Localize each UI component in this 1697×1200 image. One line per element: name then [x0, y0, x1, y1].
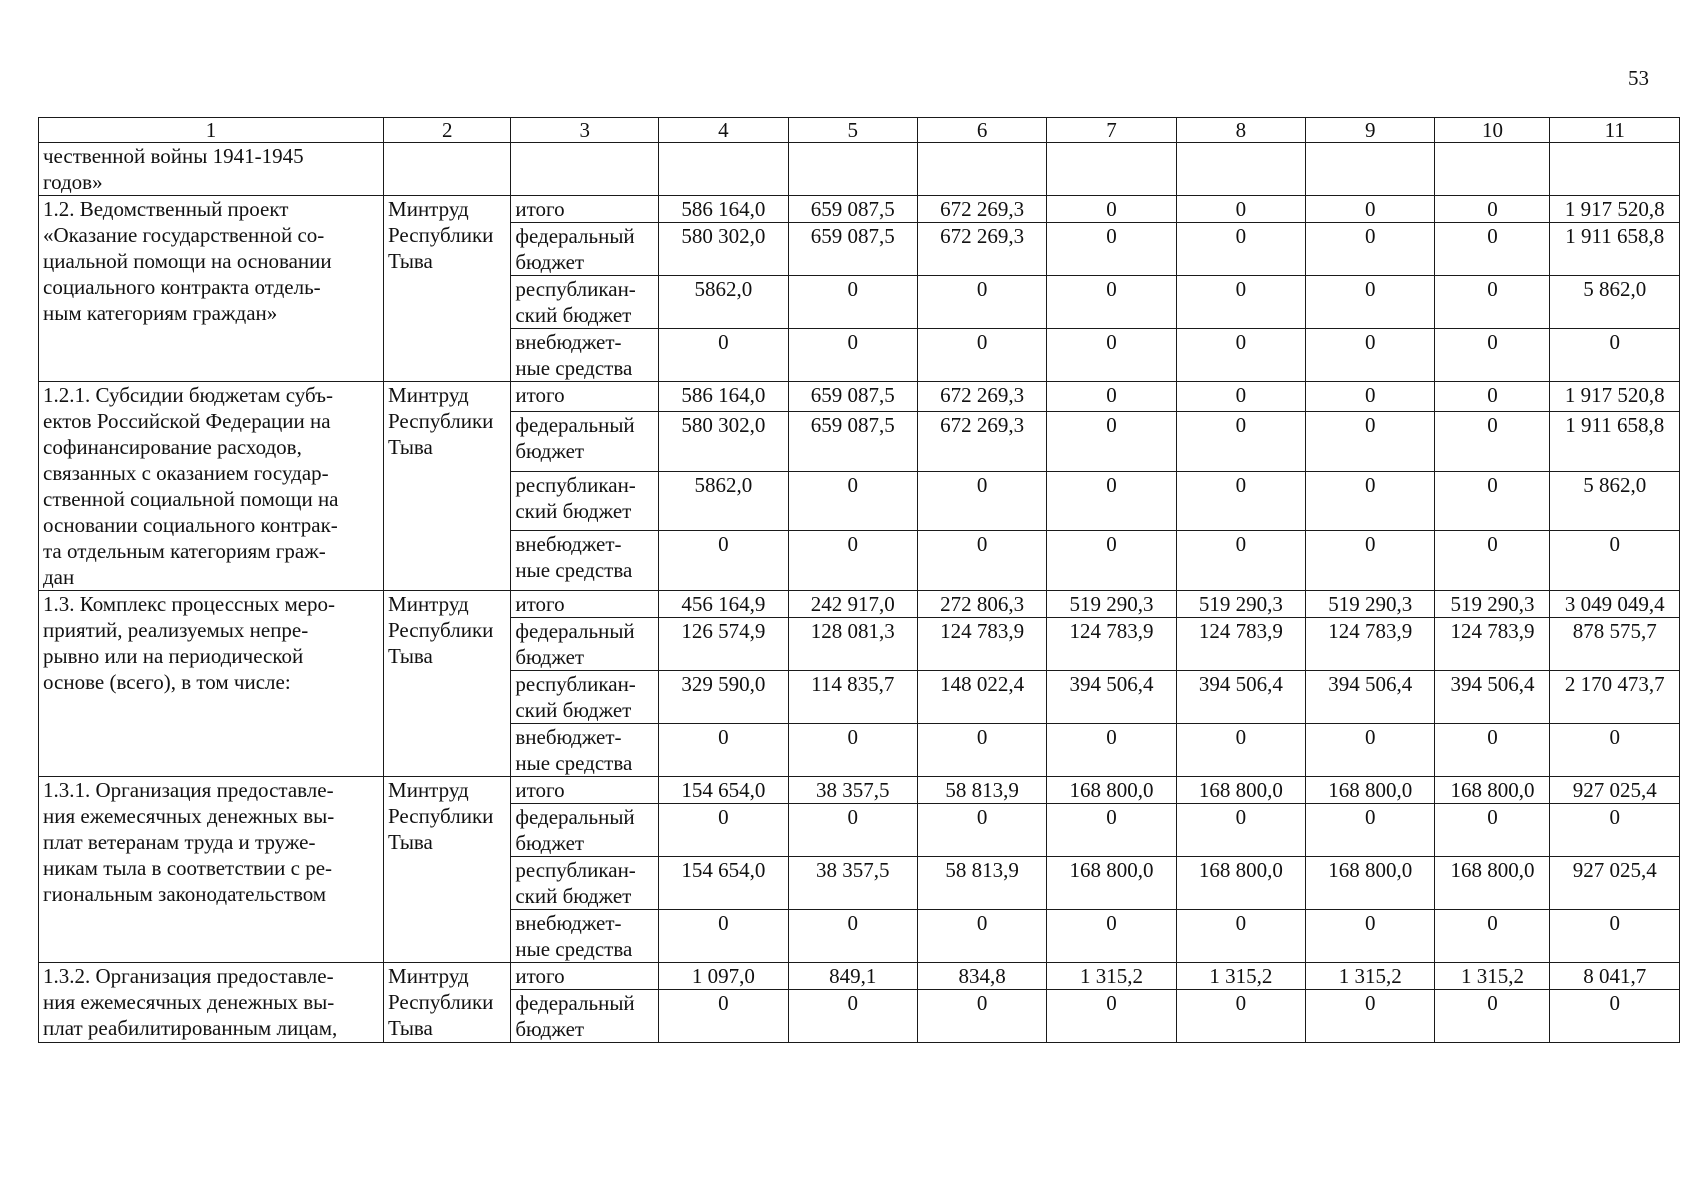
amount-cell: 878 575,7: [1550, 618, 1680, 671]
amount-cell: 0: [1176, 531, 1305, 591]
amount-cell: 168 800,0: [1047, 857, 1176, 910]
amount-cell: 0: [659, 910, 788, 963]
amount-cell: 168 800,0: [1306, 777, 1435, 804]
amount-cell: 0: [1306, 223, 1435, 276]
amount-cell: 0: [917, 531, 1046, 591]
amount-cell: 0: [1047, 724, 1176, 777]
empty-cell: [511, 143, 659, 196]
column-number: 9: [1306, 118, 1435, 143]
amount-cell: 0: [1047, 531, 1176, 591]
amount-cell: 0: [1435, 724, 1550, 777]
funding-source: республикан- ский бюджет: [511, 276, 659, 329]
empty-cell: [1176, 143, 1305, 196]
amount-cell: 1 917 520,8: [1550, 196, 1680, 223]
funding-source: итого: [511, 196, 659, 223]
amount-cell: 0: [917, 724, 1046, 777]
amount-cell: 5862,0: [659, 276, 788, 329]
amount-cell: 1 315,2: [1435, 963, 1550, 990]
funding-source: внебюджет- ные средства: [511, 329, 659, 382]
column-number: 8: [1176, 118, 1305, 143]
amount-cell: 0: [1047, 223, 1176, 276]
column-number: 6: [917, 118, 1046, 143]
amount-cell: 0: [659, 329, 788, 382]
amount-cell: 128 081,3: [788, 618, 917, 671]
column-number: 11: [1550, 118, 1680, 143]
amount-cell: 5 862,0: [1550, 471, 1680, 531]
amount-cell: 0: [1306, 531, 1435, 591]
amount-cell: 0: [1047, 276, 1176, 329]
empty-cell: [788, 143, 917, 196]
amount-cell: 0: [1306, 471, 1435, 531]
amount-cell: 5 862,0: [1550, 276, 1680, 329]
amount-cell: 0: [917, 990, 1046, 1043]
amount-cell: 927 025,4: [1550, 777, 1680, 804]
table-row: [39, 963, 1680, 990]
amount-cell: 0: [1047, 382, 1176, 412]
amount-cell: 272 806,3: [917, 591, 1046, 618]
amount-cell: 0: [1176, 910, 1305, 963]
responsible-executor: Минтруд Республики Тыва: [384, 591, 511, 777]
amount-cell: 0: [1435, 910, 1550, 963]
amount-cell: 0: [788, 531, 917, 591]
amount-cell: 1 097,0: [659, 963, 788, 990]
amount-cell: 168 800,0: [1306, 857, 1435, 910]
amount-cell: 394 506,4: [1435, 671, 1550, 724]
amount-cell: 1 911 658,8: [1550, 412, 1680, 472]
amount-cell: 0: [788, 910, 917, 963]
table-row: [39, 382, 1680, 412]
amount-cell: 0: [1435, 382, 1550, 412]
amount-cell: 0: [917, 910, 1046, 963]
amount-cell: 0: [1047, 196, 1176, 223]
amount-cell: 0: [917, 276, 1046, 329]
amount-cell: 5862,0: [659, 471, 788, 531]
empty-cell: [659, 143, 788, 196]
column-number: 2: [384, 118, 511, 143]
column-number: 3: [511, 118, 659, 143]
amount-cell: 672 269,3: [917, 196, 1046, 223]
amount-cell: 0: [1435, 990, 1550, 1043]
responsible-executor: Минтруд Республики Тыва: [384, 963, 511, 1043]
amount-cell: 0: [1435, 531, 1550, 591]
amount-cell: 168 800,0: [1176, 777, 1305, 804]
amount-cell: 0: [1047, 412, 1176, 472]
amount-cell: 0: [1550, 990, 1680, 1043]
amount-cell: 329 590,0: [659, 671, 788, 724]
amount-cell: 659 087,5: [788, 382, 917, 412]
funding-source: итого: [511, 382, 659, 412]
empty-cell: [1047, 143, 1176, 196]
amount-cell: 580 302,0: [659, 223, 788, 276]
amount-cell: 0: [1306, 329, 1435, 382]
measure-title: 1.3. Комплекс процессных меро- приятий, реализуемых непре- рывно или на периодической основе (всего), в том числе:: [39, 591, 384, 777]
amount-cell: 0: [1435, 329, 1550, 382]
amount-cell: 8 041,7: [1550, 963, 1680, 990]
amount-cell: 456 164,9: [659, 591, 788, 618]
amount-cell: 0: [1435, 196, 1550, 223]
amount-cell: 672 269,3: [917, 412, 1046, 472]
column-number: 7: [1047, 118, 1176, 143]
amount-cell: 580 302,0: [659, 412, 788, 472]
amount-cell: 124 783,9: [1435, 618, 1550, 671]
column-number: 10: [1435, 118, 1550, 143]
empty-cell: [917, 143, 1046, 196]
amount-cell: 0: [1306, 804, 1435, 857]
empty-cell: [1550, 143, 1680, 196]
amount-cell: 927 025,4: [1550, 857, 1680, 910]
budget-table-body: [39, 118, 1680, 1043]
amount-cell: 0: [1176, 276, 1305, 329]
amount-cell: 2 170 473,7: [1550, 671, 1680, 724]
amount-cell: 154 654,0: [659, 857, 788, 910]
funding-source: республикан- ский бюджет: [511, 857, 659, 910]
amount-cell: 0: [788, 724, 917, 777]
amount-cell: 58 813,9: [917, 777, 1046, 804]
amount-cell: 0: [1435, 804, 1550, 857]
amount-cell: 0: [1176, 804, 1305, 857]
amount-cell: 0: [1550, 804, 1680, 857]
amount-cell: 519 290,3: [1435, 591, 1550, 618]
funding-source: внебюджет- ные средства: [511, 910, 659, 963]
amount-cell: 0: [1306, 724, 1435, 777]
amount-cell: 0: [1306, 382, 1435, 412]
funding-source: федеральный бюджет: [511, 990, 659, 1043]
amount-cell: 0: [788, 276, 917, 329]
amount-cell: 1 315,2: [1176, 963, 1305, 990]
funding-source: федеральный бюджет: [511, 618, 659, 671]
empty-cell: [384, 143, 511, 196]
amount-cell: 124 783,9: [1306, 618, 1435, 671]
column-number-row: [39, 118, 1680, 143]
amount-cell: 394 506,4: [1306, 671, 1435, 724]
funding-source: итого: [511, 963, 659, 990]
empty-cell: [1435, 143, 1550, 196]
amount-cell: 0: [1047, 910, 1176, 963]
amount-cell: 0: [1306, 910, 1435, 963]
amount-cell: 0: [1435, 412, 1550, 472]
amount-cell: 0: [1550, 910, 1680, 963]
page-number: 53: [1628, 66, 1649, 90]
funding-source: республикан- ский бюджет: [511, 471, 659, 531]
amount-cell: 0: [659, 990, 788, 1043]
amount-cell: 1 315,2: [1306, 963, 1435, 990]
amount-cell: 0: [659, 724, 788, 777]
amount-cell: 519 290,3: [1306, 591, 1435, 618]
amount-cell: 0: [1550, 329, 1680, 382]
amount-cell: 0: [788, 471, 917, 531]
funding-source: республикан- ский бюджет: [511, 671, 659, 724]
amount-cell: 1 911 658,8: [1550, 223, 1680, 276]
amount-cell: 0: [788, 990, 917, 1043]
amount-cell: 168 800,0: [1047, 777, 1176, 804]
funding-source: итого: [511, 591, 659, 618]
amount-cell: 3 049 049,4: [1550, 591, 1680, 618]
amount-cell: 168 800,0: [1435, 857, 1550, 910]
amount-cell: 148 022,4: [917, 671, 1046, 724]
amount-cell: 114 835,7: [788, 671, 917, 724]
amount-cell: 154 654,0: [659, 777, 788, 804]
amount-cell: 124 783,9: [1176, 618, 1305, 671]
funding-source: внебюджет- ные средства: [511, 531, 659, 591]
amount-cell: 0: [1306, 276, 1435, 329]
funding-source: федеральный бюджет: [511, 223, 659, 276]
amount-cell: 586 164,0: [659, 196, 788, 223]
amount-cell: 1 917 520,8: [1550, 382, 1680, 412]
amount-cell: 0: [1435, 276, 1550, 329]
measure-title: 1.2.1. Субсидии бюджетам субъ- ектов Российской Федерации на софинансирование расходов, связанных с оказанием государ- ственной социальной помощи на основании социального контрак- та отдельным категориям граж- дан: [39, 382, 384, 591]
amount-cell: 672 269,3: [917, 382, 1046, 412]
table-row: [39, 777, 1680, 804]
empty-cell: [1306, 143, 1435, 196]
amount-cell: 659 087,5: [788, 223, 917, 276]
amount-cell: 0: [1047, 804, 1176, 857]
continuation-row: [39, 143, 1680, 196]
table-row: [39, 196, 1680, 223]
amount-cell: 0: [1047, 990, 1176, 1043]
amount-cell: 0: [917, 804, 1046, 857]
column-number: 1: [39, 118, 384, 143]
amount-cell: 659 087,5: [788, 196, 917, 223]
amount-cell: 849,1: [788, 963, 917, 990]
amount-cell: 0: [1047, 329, 1176, 382]
amount-cell: 0: [659, 804, 788, 857]
responsible-executor: Минтруд Республики Тыва: [384, 196, 511, 382]
amount-cell: 38 357,5: [788, 857, 917, 910]
table-row: [39, 591, 1680, 618]
amount-cell: 0: [917, 329, 1046, 382]
amount-cell: 124 783,9: [917, 618, 1046, 671]
amount-cell: 0: [1306, 196, 1435, 223]
amount-cell: 0: [917, 471, 1046, 531]
amount-cell: 394 506,4: [1047, 671, 1176, 724]
amount-cell: 0: [1435, 471, 1550, 531]
funding-source: внебюджет- ные средства: [511, 724, 659, 777]
amount-cell: 0: [1306, 990, 1435, 1043]
amount-cell: 0: [1176, 412, 1305, 472]
funding-source: федеральный бюджет: [511, 804, 659, 857]
amount-cell: 0: [1550, 531, 1680, 591]
amount-cell: 124 783,9: [1047, 618, 1176, 671]
amount-cell: 168 800,0: [1435, 777, 1550, 804]
amount-cell: 394 506,4: [1176, 671, 1305, 724]
column-number: 4: [659, 118, 788, 143]
amount-cell: 0: [1047, 471, 1176, 531]
amount-cell: 0: [1176, 329, 1305, 382]
amount-cell: 0: [788, 804, 917, 857]
responsible-executor: Минтруд Республики Тыва: [384, 382, 511, 591]
measure-title: 1.3.1. Организация предоставле- ния ежемесячных денежных вы- плат ветеранам труда и труже- никам тыла в соответствии с ре- гиональным законодательством: [39, 777, 384, 963]
amount-cell: 0: [1176, 724, 1305, 777]
amount-cell: 0: [1550, 724, 1680, 777]
funding-source: итого: [511, 777, 659, 804]
amount-cell: 1 315,2: [1047, 963, 1176, 990]
amount-cell: 659 087,5: [788, 412, 917, 472]
amount-cell: 0: [1176, 196, 1305, 223]
amount-cell: 0: [1176, 471, 1305, 531]
amount-cell: 168 800,0: [1176, 857, 1305, 910]
responsible-executor: Минтруд Республики Тыва: [384, 777, 511, 963]
amount-cell: 0: [1176, 990, 1305, 1043]
amount-cell: 0: [1176, 382, 1305, 412]
amount-cell: 519 290,3: [1047, 591, 1176, 618]
amount-cell: 0: [1176, 223, 1305, 276]
amount-cell: 0: [1435, 223, 1550, 276]
amount-cell: 58 813,9: [917, 857, 1046, 910]
amount-cell: 834,8: [917, 963, 1046, 990]
amount-cell: 242 917,0: [788, 591, 917, 618]
measure-title: 1.2. Ведомственный проект «Оказание государственной со- циальной помощи на основании социального контракта отдель- ным категориям граждан»: [39, 196, 384, 382]
amount-cell: 0: [788, 329, 917, 382]
amount-cell: 586 164,0: [659, 382, 788, 412]
budget-table: [38, 117, 1680, 1043]
continuation-title: чественной войны 1941-1945 годов»: [39, 143, 384, 196]
measure-title: 1.3.2. Организация предоставле- ния ежемесячных денежных вы- плат реабилитированным лицам,: [39, 963, 384, 1043]
amount-cell: 0: [659, 531, 788, 591]
funding-source: федеральный бюджет: [511, 412, 659, 472]
amount-cell: 38 357,5: [788, 777, 917, 804]
amount-cell: 0: [1306, 412, 1435, 472]
column-number: 5: [788, 118, 917, 143]
amount-cell: 519 290,3: [1176, 591, 1305, 618]
amount-cell: 126 574,9: [659, 618, 788, 671]
amount-cell: 672 269,3: [917, 223, 1046, 276]
